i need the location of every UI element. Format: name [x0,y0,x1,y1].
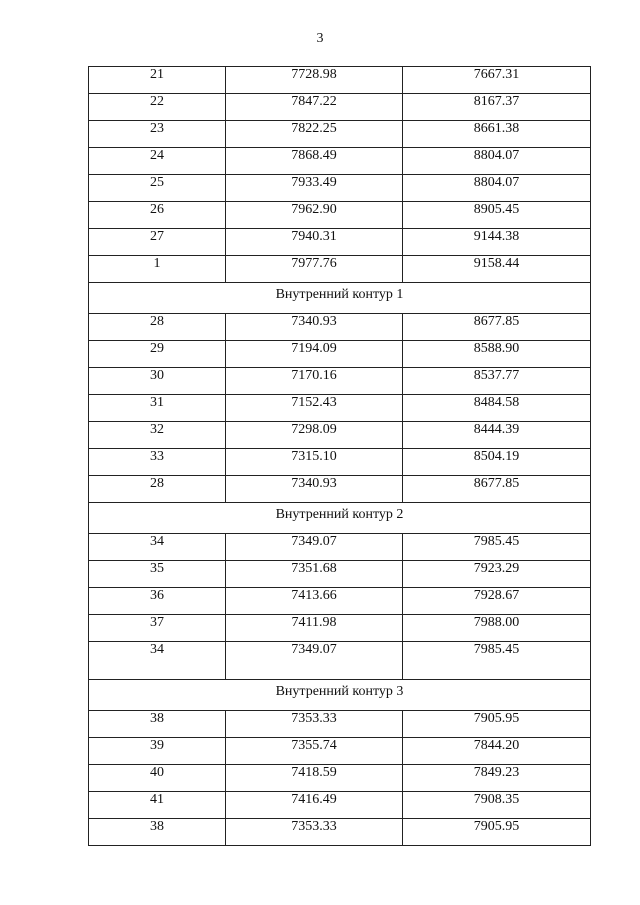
x-coordinate-cell: 7933.49 [226,175,403,202]
point-number-cell: 22 [89,94,226,121]
table-row [89,368,591,395]
y-coordinate-cell: 7988.00 [403,615,591,642]
table-row [89,256,591,283]
point-number-cell: 34 [89,534,226,561]
x-coordinate-cell: 7962.90 [226,202,403,229]
table-row [89,314,591,341]
point-number-cell: 32 [89,422,226,449]
table-row [89,229,591,256]
table-row [89,449,591,476]
table-row [89,476,591,503]
coordinates-table-body [89,67,591,846]
page-number: 3 [316,31,324,46]
y-coordinate-cell: 8537.77 [403,368,591,395]
x-coordinate-cell: 7349.07 [226,642,403,680]
point-number-cell: 33 [89,449,226,476]
point-number-cell: 28 [89,476,226,503]
table-row [89,642,591,680]
point-number-cell: 37 [89,615,226,642]
x-coordinate-cell: 7353.33 [226,711,403,738]
y-coordinate-cell: 8504.19 [403,449,591,476]
x-coordinate-cell: 7340.93 [226,314,403,341]
x-coordinate-cell: 7170.16 [226,368,403,395]
point-number-cell: 23 [89,121,226,148]
x-coordinate-cell: 7822.25 [226,121,403,148]
table-row [89,615,591,642]
point-number-cell: 24 [89,148,226,175]
y-coordinate-cell: 8804.07 [403,175,591,202]
y-coordinate-cell: 8905.45 [403,202,591,229]
y-coordinate-cell: 8167.37 [403,94,591,121]
y-coordinate-cell: 9144.38 [403,229,591,256]
table-row [89,561,591,588]
table-row [89,422,591,449]
x-coordinate-cell: 7152.43 [226,395,403,422]
y-coordinate-cell: 8677.85 [403,314,591,341]
point-number-cell: 39 [89,738,226,765]
contour-title: Внутренний контур 3 [89,680,591,711]
point-number-cell: 40 [89,765,226,792]
x-coordinate-cell: 7847.22 [226,94,403,121]
point-number-cell: 30 [89,368,226,395]
table-row [89,738,591,765]
table-row [89,588,591,615]
point-number-cell: 1 [89,256,226,283]
x-coordinate-cell: 7977.76 [226,256,403,283]
point-number-cell: 21 [89,67,226,94]
table-row [89,765,591,792]
y-coordinate-cell: 8804.07 [403,148,591,175]
y-coordinate-cell: 7908.35 [403,792,591,819]
table-row [89,67,591,94]
x-coordinate-cell: 7349.07 [226,534,403,561]
contour-title: Внутренний контур 2 [89,503,591,534]
x-coordinate-cell: 7315.10 [226,449,403,476]
table-row [89,534,591,561]
table-row [89,792,591,819]
point-number-cell: 29 [89,341,226,368]
x-coordinate-cell: 7940.31 [226,229,403,256]
y-coordinate-cell: 7667.31 [403,67,591,94]
y-coordinate-cell: 7985.45 [403,642,591,680]
point-number-cell: 38 [89,711,226,738]
x-coordinate-cell: 7355.74 [226,738,403,765]
x-coordinate-cell: 7340.93 [226,476,403,503]
y-coordinate-cell: 8677.85 [403,476,591,503]
table-row [89,148,591,175]
point-number-cell: 34 [89,642,226,680]
table-row [89,711,591,738]
point-number-cell: 27 [89,229,226,256]
y-coordinate-cell: 7905.95 [403,711,591,738]
x-coordinate-cell: 7353.33 [226,819,403,846]
contour-header-row [89,283,591,314]
point-number-cell: 31 [89,395,226,422]
contour-title: Внутренний контур 1 [89,283,591,314]
x-coordinate-cell: 7351.68 [226,561,403,588]
x-coordinate-cell: 7868.49 [226,148,403,175]
x-coordinate-cell: 7728.98 [226,67,403,94]
contour-header-row [89,503,591,534]
contour-header-row [89,680,591,711]
point-number-cell: 26 [89,202,226,229]
point-number-cell: 36 [89,588,226,615]
point-number-cell: 41 [89,792,226,819]
point-number-cell: 25 [89,175,226,202]
y-coordinate-cell: 7849.23 [403,765,591,792]
table-row [89,94,591,121]
x-coordinate-cell: 7411.98 [226,615,403,642]
y-coordinate-cell: 8444.39 [403,422,591,449]
y-coordinate-cell: 9158.44 [403,256,591,283]
y-coordinate-cell: 7985.45 [403,534,591,561]
y-coordinate-cell: 8588.90 [403,341,591,368]
x-coordinate-cell: 7416.49 [226,792,403,819]
table-row [89,202,591,229]
x-coordinate-cell: 7194.09 [226,341,403,368]
table-row [89,175,591,202]
x-coordinate-cell: 7298.09 [226,422,403,449]
coordinates-table [88,66,591,846]
table-row [89,819,591,846]
y-coordinate-cell: 7923.29 [403,561,591,588]
point-number-cell: 38 [89,819,226,846]
table-row [89,121,591,148]
table-row [89,341,591,368]
y-coordinate-cell: 8661.38 [403,121,591,148]
x-coordinate-cell: 7413.66 [226,588,403,615]
y-coordinate-cell: 7928.67 [403,588,591,615]
point-number-cell: 28 [89,314,226,341]
y-coordinate-cell: 7905.95 [403,819,591,846]
x-coordinate-cell: 7418.59 [226,765,403,792]
y-coordinate-cell: 8484.58 [403,395,591,422]
point-number-cell: 35 [89,561,226,588]
table-row [89,395,591,422]
y-coordinate-cell: 7844.20 [403,738,591,765]
